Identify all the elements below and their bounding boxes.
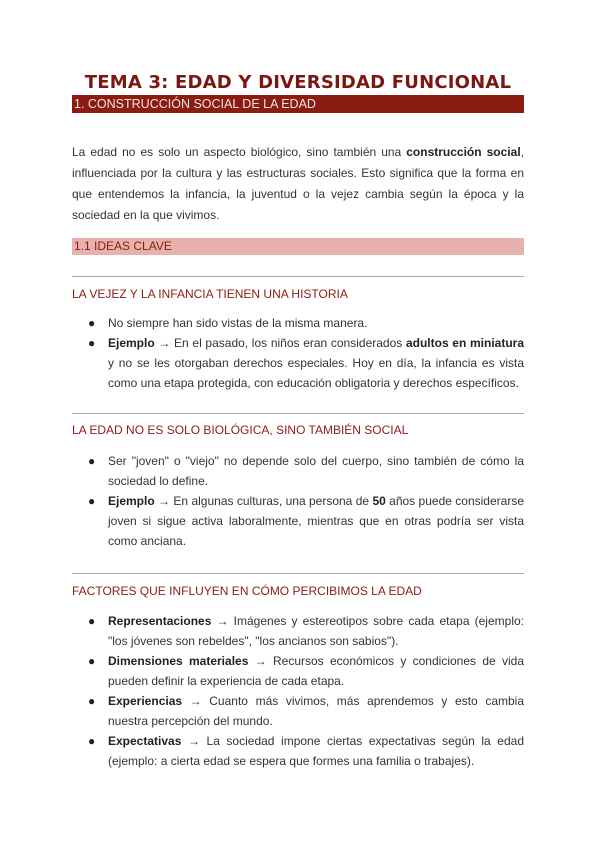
bullet-icon: ● [88,316,96,330]
block-heading-factors: FACTORES QUE INFLUYEN EN CÓMO PERCIBIMOS LA EDAD [72,584,422,598]
list-item: ● Ejemplo → En el pasado, los niños eran considerados adultos en miniatura y no se les otorgaban derechos especiales. Hoy en día, la infancia es vista como una etapa protegida, con educación obligatoria y derechos específicos. [72,333,524,393]
divider [72,276,524,277]
list-item: ● Ejemplo → En algunas culturas, una persona de 50 años puede considerarse joven si sigue activa laboralmente, mientras que en otras podría ser vista como anciana. [72,491,524,551]
list-item: ● Dimensiones materiales → Recursos económicos y condiciones de vida pueden definir la experiencia de cada etapa. [72,651,524,691]
bullet-icon: ● [88,454,96,468]
bullet-icon: ● [88,336,96,350]
intro-paragraph: La edad no es solo un aspecto biológico, sino también una construcción social, influenciada por la cultura y las estructuras sociales. Esto significa que la forma en que entendemos la infancia, la juventud o la vejez cambia según la época y la sociedad en la que vivimos. [72,145,524,222]
list-item: ● Expectativas → La sociedad impone ciertas expectativas según la edad (ejemplo: a cierta edad se espera que formes una familia o trabajes). [72,731,524,771]
bullet-icon: ● [88,494,96,508]
divider [72,573,524,574]
bullet-list [72,313,524,393]
bullet-icon: ● [88,614,96,628]
list-item: ● Experiencias → Cuanto más vivimos, más aprendemos y esto cambia nuestra percepción del mundo. [72,691,524,731]
document-page [72,72,524,771]
list-item: ● Ser "joven" o "viejo" no depende solo del cuerpo, sino también de cómo la sociedad lo define. [72,451,524,491]
bullet-icon: ● [88,694,96,708]
bullet-icon: ● [88,734,96,748]
section-heading-1: 1. CONSTRUCCIÓN SOCIAL DE LA EDAD [72,95,524,113]
bullet-list [72,451,524,551]
block-heading-history: LA VEJEZ Y LA INFANCIA TIENEN UNA HISTORIA [72,287,348,301]
subsection-heading-1-1: 1.1 IDEAS CLAVE [72,238,524,255]
page-title: TEMA 3: EDAD Y DIVERSIDAD FUNCIONAL [84,72,512,93]
bullet-list [72,611,524,771]
divider [72,413,524,414]
bullet-icon: ● [88,654,96,668]
list-item: ● Representaciones → Imágenes y estereotipos sobre cada etapa (ejemplo: "los jóvenes son rebeldes", "los ancianos son sabios"). [72,611,524,651]
block-heading-social-age: LA EDAD NO ES SOLO BIOLÓGICA, SINO TAMBIÉN SOCIAL [72,423,409,437]
list-item: ● No siempre han sido vistas de la misma manera. [72,313,524,333]
